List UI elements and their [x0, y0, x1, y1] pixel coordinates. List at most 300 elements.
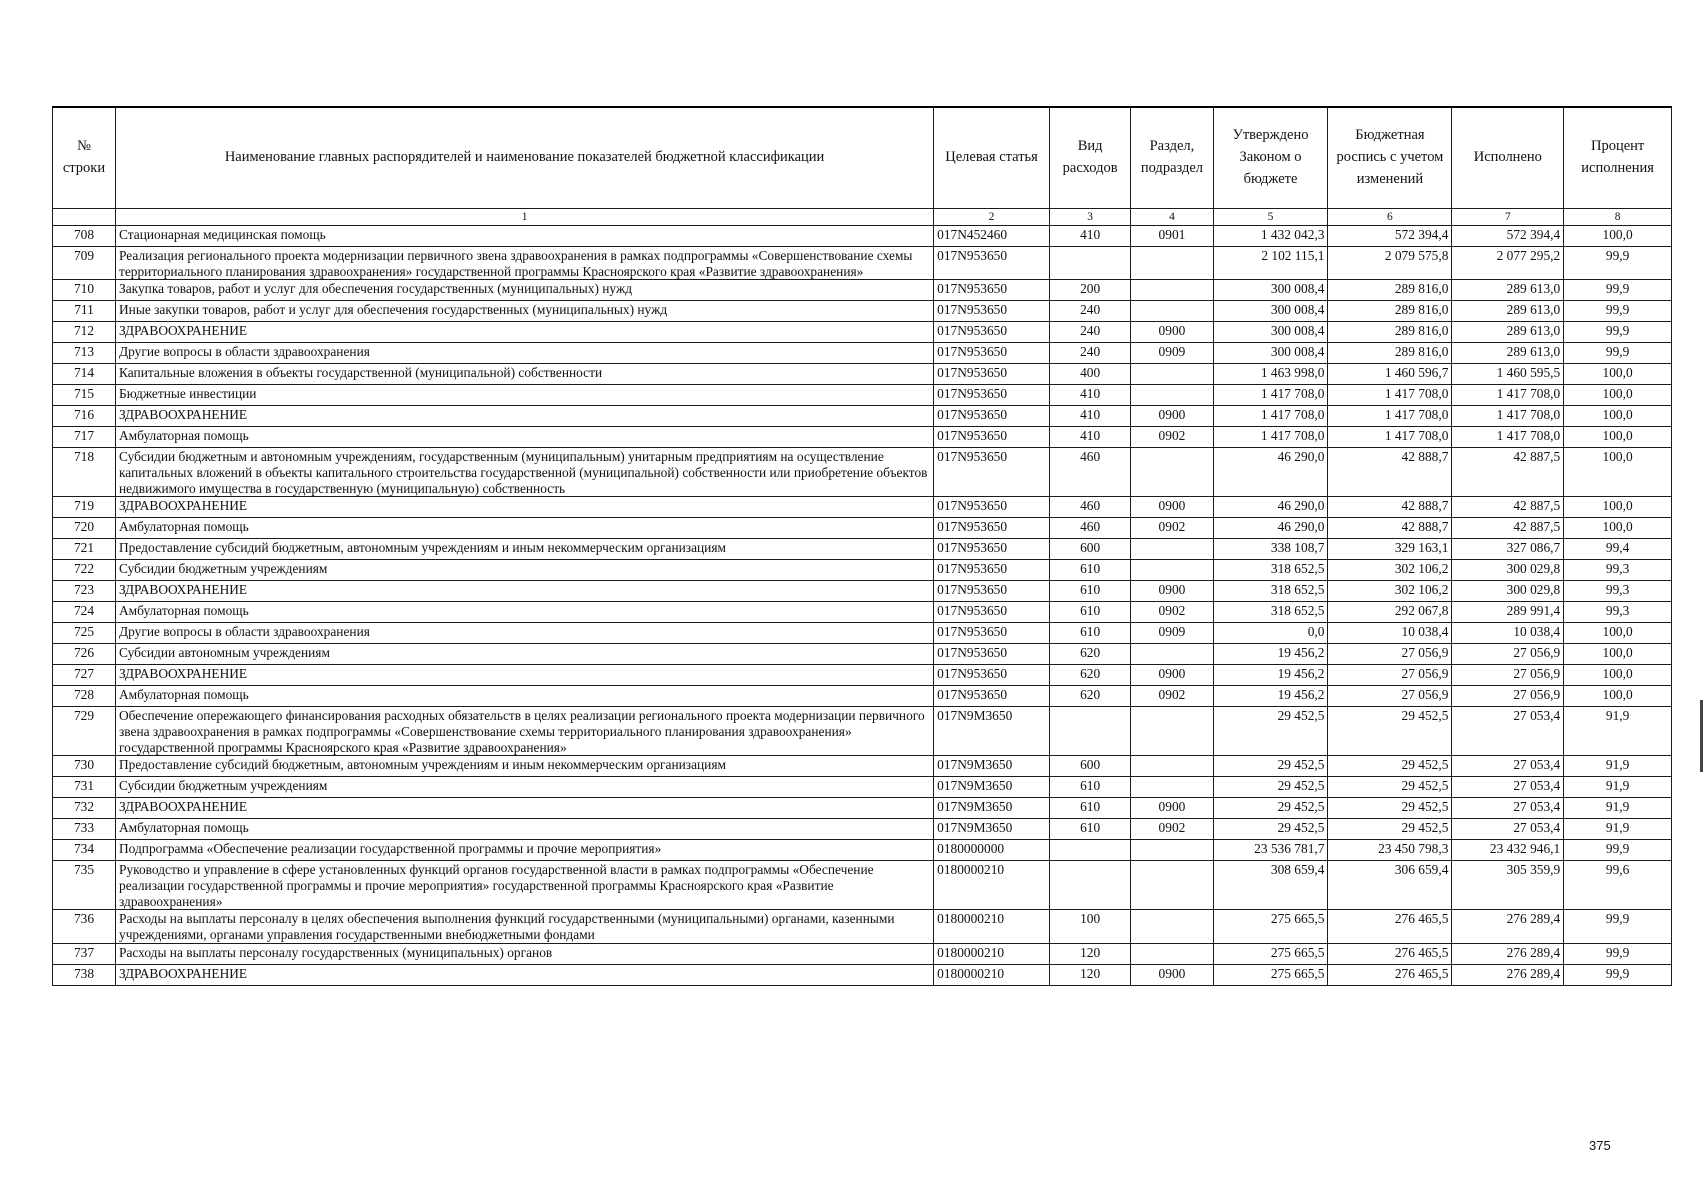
approved-amount: 29 452,5: [1213, 819, 1328, 840]
execution-percent: 99,9: [1564, 964, 1672, 985]
header-expense-type: Вид расходов: [1049, 107, 1130, 209]
execution-percent: 100,0: [1564, 364, 1672, 385]
budget-list-amount: 29 452,5: [1328, 798, 1452, 819]
approved-amount: 1 417 708,0: [1213, 427, 1328, 448]
indicator-name: Бюджетные инвестиции: [116, 385, 934, 406]
column-number: 6: [1328, 209, 1452, 226]
budget-list-amount: 292 067,8: [1328, 602, 1452, 623]
section-code: 0909: [1131, 623, 1213, 644]
indicator-name: Амбулаторная помощь: [116, 819, 934, 840]
table-row: [53, 427, 1672, 448]
row-number: 734: [53, 840, 116, 861]
budget-list-amount: 27 056,9: [1328, 665, 1452, 686]
table-row: [53, 665, 1672, 686]
indicator-name: ЗДРАВООХРАНЕНИЕ: [116, 581, 934, 602]
section-code: 0901: [1131, 226, 1213, 247]
header-row-number: № строки: [53, 107, 116, 209]
execution-percent: 99,9: [1564, 840, 1672, 861]
execution-percent: 100,0: [1564, 518, 1672, 539]
row-number: 732: [53, 798, 116, 819]
expense-type: 100: [1049, 910, 1130, 943]
row-number: 731: [53, 777, 116, 798]
section-code: [1131, 364, 1213, 385]
indicator-name: ЗДРАВООХРАНЕНИЕ: [116, 665, 934, 686]
indicator-name: Субсидии бюджетным учреждениям: [116, 560, 934, 581]
section-code: 0900: [1131, 581, 1213, 602]
column-number: 7: [1452, 209, 1564, 226]
indicator-name: Расходы на выплаты персоналу в целях обеспечения выполнения функций государственными (муниципальными) органами, казенными учреждениями, органами управления государственными внебюджетными фондами: [116, 910, 934, 943]
expense-type: 610: [1049, 819, 1130, 840]
approved-amount: 300 008,4: [1213, 343, 1328, 364]
execution-percent: 91,9: [1564, 798, 1672, 819]
section-code: [1131, 707, 1213, 756]
budget-list-amount: 302 106,2: [1328, 581, 1452, 602]
table-row: [53, 385, 1672, 406]
executed-amount: 300 029,8: [1452, 560, 1564, 581]
indicator-name: Другие вопросы в области здравоохранения: [116, 343, 934, 364]
executed-amount: 27 053,4: [1452, 819, 1564, 840]
page-number: 375: [1589, 1138, 1611, 1153]
expense-type: 410: [1049, 385, 1130, 406]
expense-type: 610: [1049, 602, 1130, 623]
indicator-name: Предоставление субсидий бюджетным, автономным учреждениям и иным некоммерческим организациям: [116, 539, 934, 560]
target-article: 017N953650: [934, 427, 1050, 448]
target-article: 017N953650: [934, 343, 1050, 364]
budget-list-amount: 23 450 798,3: [1328, 840, 1452, 861]
execution-percent: 100,0: [1564, 448, 1672, 497]
target-article: 017N953650: [934, 602, 1050, 623]
budget-list-amount: 1 417 708,0: [1328, 406, 1452, 427]
expense-type: [1049, 707, 1130, 756]
indicator-name: ЗДРАВООХРАНЕНИЕ: [116, 322, 934, 343]
header-budget-list: Бюджетная роспись с учетом изменений: [1328, 107, 1452, 209]
section-code: 0902: [1131, 518, 1213, 539]
section-code: 0909: [1131, 343, 1213, 364]
table-row: [53, 497, 1672, 518]
budget-list-amount: 2 079 575,8: [1328, 247, 1452, 280]
execution-percent: 100,0: [1564, 226, 1672, 247]
executed-amount: 327 086,7: [1452, 539, 1564, 560]
target-article: 017N953650: [934, 406, 1050, 427]
executed-amount: 10 038,4: [1452, 623, 1564, 644]
execution-percent: 100,0: [1564, 686, 1672, 707]
row-number: 714: [53, 364, 116, 385]
approved-amount: 338 108,7: [1213, 539, 1328, 560]
execution-percent: 99,3: [1564, 602, 1672, 623]
indicator-name: Закупка товаров, работ и услуг для обеспечения государственных (муниципальных) нужд: [116, 280, 934, 301]
section-code: [1131, 910, 1213, 943]
budget-list-amount: 1 417 708,0: [1328, 427, 1452, 448]
executed-amount: 276 289,4: [1452, 943, 1564, 964]
budget-list-amount: 276 465,5: [1328, 943, 1452, 964]
execution-percent: 99,3: [1564, 560, 1672, 581]
header-percent: Процент исполнения: [1564, 107, 1672, 209]
expense-type: 600: [1049, 539, 1130, 560]
execution-percent: 99,3: [1564, 581, 1672, 602]
table-row: [53, 964, 1672, 985]
expense-type: 460: [1049, 518, 1130, 539]
target-article: 017N9M3650: [934, 819, 1050, 840]
indicator-name: Капитальные вложения в объекты государственной (муниципальной) собственности: [116, 364, 934, 385]
row-number: 711: [53, 301, 116, 322]
table-row: [53, 518, 1672, 539]
indicator-name: ЗДРАВООХРАНЕНИЕ: [116, 406, 934, 427]
executed-amount: 289 991,4: [1452, 602, 1564, 623]
executed-amount: 42 887,5: [1452, 448, 1564, 497]
executed-amount: 572 394,4: [1452, 226, 1564, 247]
target-article: 017N953650: [934, 644, 1050, 665]
section-code: [1131, 448, 1213, 497]
execution-percent: 99,9: [1564, 280, 1672, 301]
budget-list-amount: 289 816,0: [1328, 280, 1452, 301]
indicator-name: Реализация регионального проекта модернизации первичного звена здравоохранения в рамках подпрограммы «Совершенствование схемы территориального планирования здравоохранения» государственной программы Красноярского края «Развитие здравоохранения»: [116, 247, 934, 280]
row-number: 712: [53, 322, 116, 343]
target-article: 0180000000: [934, 840, 1050, 861]
row-number: 733: [53, 819, 116, 840]
header-target-article: Целевая статья: [934, 107, 1050, 209]
table-row: [53, 686, 1672, 707]
execution-percent: 99,4: [1564, 539, 1672, 560]
expense-type: 460: [1049, 497, 1130, 518]
expense-type: 460: [1049, 448, 1130, 497]
target-article: 017N9M3650: [934, 798, 1050, 819]
target-article: 0180000210: [934, 861, 1050, 910]
budget-list-amount: 29 452,5: [1328, 756, 1452, 777]
section-code: 0900: [1131, 497, 1213, 518]
table-row: [53, 343, 1672, 364]
target-article: 017N452460: [934, 226, 1050, 247]
target-article: 017N953650: [934, 247, 1050, 280]
table-row: [53, 943, 1672, 964]
indicator-name: Расходы на выплаты персоналу государственных (муниципальных) органов: [116, 943, 934, 964]
executed-amount: 1 417 708,0: [1452, 385, 1564, 406]
table-row: [53, 798, 1672, 819]
execution-percent: 100,0: [1564, 427, 1672, 448]
table-row: [53, 581, 1672, 602]
executed-amount: 276 289,4: [1452, 910, 1564, 943]
budget-list-amount: 289 816,0: [1328, 343, 1452, 364]
approved-amount: 19 456,2: [1213, 665, 1328, 686]
target-article: 0180000210: [934, 910, 1050, 943]
section-code: [1131, 280, 1213, 301]
expense-type: 620: [1049, 644, 1130, 665]
table-row: [53, 777, 1672, 798]
budget-list-amount: 29 452,5: [1328, 819, 1452, 840]
executed-amount: 42 887,5: [1452, 497, 1564, 518]
table-row: [53, 539, 1672, 560]
row-number: 735: [53, 861, 116, 910]
table-row: [53, 819, 1672, 840]
execution-percent: 91,9: [1564, 819, 1672, 840]
expense-type: 610: [1049, 581, 1130, 602]
section-code: [1131, 539, 1213, 560]
section-code: 0900: [1131, 665, 1213, 686]
budget-list-amount: 276 465,5: [1328, 910, 1452, 943]
row-number: 709: [53, 247, 116, 280]
budget-list-amount: 42 888,7: [1328, 448, 1452, 497]
row-number: 725: [53, 623, 116, 644]
indicator-name: ЗДРАВООХРАНЕНИЕ: [116, 497, 934, 518]
section-code: [1131, 943, 1213, 964]
indicator-name: ЗДРАВООХРАНЕНИЕ: [116, 964, 934, 985]
execution-percent: 91,9: [1564, 777, 1672, 798]
header-section: Раздел, подраздел: [1131, 107, 1213, 209]
approved-amount: 318 652,5: [1213, 602, 1328, 623]
table-row: [53, 226, 1672, 247]
executed-amount: 300 029,8: [1452, 581, 1564, 602]
target-article: 017N953650: [934, 665, 1050, 686]
row-number: 716: [53, 406, 116, 427]
target-article: 0180000210: [934, 943, 1050, 964]
approved-amount: 1 432 042,3: [1213, 226, 1328, 247]
budget-list-amount: 27 056,9: [1328, 644, 1452, 665]
executed-amount: 1 417 708,0: [1452, 427, 1564, 448]
budget-list-amount: 289 816,0: [1328, 301, 1452, 322]
execution-percent: 100,0: [1564, 385, 1672, 406]
approved-amount: 46 290,0: [1213, 448, 1328, 497]
row-number: 721: [53, 539, 116, 560]
target-article: 0180000210: [934, 964, 1050, 985]
section-code: [1131, 385, 1213, 406]
target-article: 017N953650: [934, 560, 1050, 581]
budget-list-amount: 572 394,4: [1328, 226, 1452, 247]
indicator-name: Руководство и управление в сфере установленных функций органов государственной власти в рамках подпрограммы «Обеспечение реализации государственной программы и прочие мероприятия» государственной программы Красноярского края «Развитие здравоохранения»: [116, 861, 934, 910]
approved-amount: 46 290,0: [1213, 497, 1328, 518]
row-number: 738: [53, 964, 116, 985]
expense-type: [1049, 861, 1130, 910]
budget-execution-table: [52, 106, 1672, 986]
expense-type: 240: [1049, 343, 1130, 364]
budget-list-amount: 10 038,4: [1328, 623, 1452, 644]
approved-amount: 275 665,5: [1213, 910, 1328, 943]
indicator-name: Амбулаторная помощь: [116, 518, 934, 539]
approved-amount: 300 008,4: [1213, 301, 1328, 322]
indicator-name: Обеспечение опережающего финансирования расходных обязательств в целях реализации регионального проекта модернизации первичного звена здравоохранения в рамках подпрограммы «Совершенствование схемы территориального планирования здравоохранения» государственной программы Красноярского края «Развитие здравоохранения»: [116, 707, 934, 756]
execution-percent: 100,0: [1564, 406, 1672, 427]
expense-type: [1049, 247, 1130, 280]
section-code: 0902: [1131, 686, 1213, 707]
target-article: 017N953650: [934, 581, 1050, 602]
target-article: 017N9M3650: [934, 756, 1050, 777]
indicator-name: Амбулаторная помощь: [116, 602, 934, 623]
row-number: 730: [53, 756, 116, 777]
indicator-name: Предоставление субсидий бюджетным, автономным учреждениям и иным некоммерческим организациям: [116, 756, 934, 777]
budget-list-amount: 29 452,5: [1328, 777, 1452, 798]
table-row: [53, 448, 1672, 497]
executed-amount: 27 053,4: [1452, 798, 1564, 819]
approved-amount: 29 452,5: [1213, 798, 1328, 819]
column-number-row: [53, 209, 1672, 226]
table-row: [53, 602, 1672, 623]
table-row: [53, 707, 1672, 756]
approved-amount: 29 452,5: [1213, 777, 1328, 798]
expense-type: 620: [1049, 686, 1130, 707]
row-number: 719: [53, 497, 116, 518]
expense-type: 620: [1049, 665, 1130, 686]
target-article: 017N953650: [934, 301, 1050, 322]
header-approved: Утверждено Законом о бюджете: [1213, 107, 1328, 209]
row-number: 727: [53, 665, 116, 686]
approved-amount: 2 102 115,1: [1213, 247, 1328, 280]
target-article: 017N953650: [934, 497, 1050, 518]
target-article: 017N953650: [934, 364, 1050, 385]
row-number: 720: [53, 518, 116, 539]
indicator-name: ЗДРАВООХРАНЕНИЕ: [116, 798, 934, 819]
execution-percent: 99,9: [1564, 943, 1672, 964]
approved-amount: 19 456,2: [1213, 686, 1328, 707]
execution-percent: 100,0: [1564, 623, 1672, 644]
executed-amount: 23 432 946,1: [1452, 840, 1564, 861]
executed-amount: 27 053,4: [1452, 777, 1564, 798]
expense-type: 240: [1049, 301, 1130, 322]
approved-amount: 1 463 998,0: [1213, 364, 1328, 385]
execution-percent: 99,9: [1564, 343, 1672, 364]
column-number: 3: [1049, 209, 1130, 226]
section-code: [1131, 560, 1213, 581]
indicator-name: Иные закупки товаров, работ и услуг для обеспечения государственных (муниципальных) нужд: [116, 301, 934, 322]
column-number: 5: [1213, 209, 1328, 226]
table-row: [53, 280, 1672, 301]
budget-list-amount: 289 816,0: [1328, 322, 1452, 343]
expense-type: 200: [1049, 280, 1130, 301]
expense-type: 410: [1049, 226, 1130, 247]
expense-type: 240: [1049, 322, 1130, 343]
section-code: 0900: [1131, 322, 1213, 343]
table-row: [53, 322, 1672, 343]
approved-amount: 29 452,5: [1213, 707, 1328, 756]
section-code: [1131, 247, 1213, 280]
target-article: 017N953650: [934, 448, 1050, 497]
row-number: 737: [53, 943, 116, 964]
row-number: 713: [53, 343, 116, 364]
section-code: 0900: [1131, 964, 1213, 985]
target-article: 017N953650: [934, 686, 1050, 707]
approved-amount: 1 417 708,0: [1213, 406, 1328, 427]
section-code: 0902: [1131, 602, 1213, 623]
approved-amount: 318 652,5: [1213, 560, 1328, 581]
expense-type: 610: [1049, 623, 1130, 644]
approved-amount: 275 665,5: [1213, 964, 1328, 985]
table-row: [53, 756, 1672, 777]
table-row: [53, 623, 1672, 644]
execution-percent: 100,0: [1564, 665, 1672, 686]
execution-percent: 99,9: [1564, 247, 1672, 280]
approved-amount: 0,0: [1213, 623, 1328, 644]
column-number: 2: [934, 209, 1050, 226]
target-article: 017N953650: [934, 385, 1050, 406]
row-number: 722: [53, 560, 116, 581]
executed-amount: 289 613,0: [1452, 322, 1564, 343]
approved-amount: 23 536 781,7: [1213, 840, 1328, 861]
target-article: 017N9M3650: [934, 707, 1050, 756]
row-number: 728: [53, 686, 116, 707]
header-indicator-name: Наименование главных распорядителей и наименование показателей бюджетной классификации: [116, 107, 934, 209]
indicator-name: Субсидии автономным учреждениям: [116, 644, 934, 665]
target-article: 017N953650: [934, 518, 1050, 539]
column-number: 1: [116, 209, 934, 226]
target-article: 017N9M3650: [934, 777, 1050, 798]
target-article: 017N953650: [934, 539, 1050, 560]
execution-percent: 99,9: [1564, 301, 1672, 322]
expense-type: 120: [1049, 964, 1130, 985]
expense-type: 610: [1049, 560, 1130, 581]
executed-amount: 27 056,9: [1452, 686, 1564, 707]
executed-amount: 27 053,4: [1452, 756, 1564, 777]
column-number: 8: [1564, 209, 1672, 226]
target-article: 017N953650: [934, 623, 1050, 644]
section-code: 0902: [1131, 819, 1213, 840]
approved-amount: 308 659,4: [1213, 861, 1328, 910]
executed-amount: 289 613,0: [1452, 301, 1564, 322]
row-number: 726: [53, 644, 116, 665]
expense-type: 410: [1049, 406, 1130, 427]
budget-list-amount: 42 888,7: [1328, 518, 1452, 539]
execution-percent: 100,0: [1564, 644, 1672, 665]
approved-amount: 300 008,4: [1213, 280, 1328, 301]
indicator-name: Амбулаторная помощь: [116, 427, 934, 448]
header-executed: Исполнено: [1452, 107, 1564, 209]
execution-percent: 91,9: [1564, 756, 1672, 777]
approved-amount: 300 008,4: [1213, 322, 1328, 343]
budget-list-amount: 1 460 596,7: [1328, 364, 1452, 385]
budget-list-amount: 276 465,5: [1328, 964, 1452, 985]
row-number: 718: [53, 448, 116, 497]
indicator-name: Другие вопросы в области здравоохранения: [116, 623, 934, 644]
table-row: [53, 560, 1672, 581]
budget-list-amount: 329 163,1: [1328, 539, 1452, 560]
budget-list-amount: 27 056,9: [1328, 686, 1452, 707]
execution-percent: 91,9: [1564, 707, 1672, 756]
section-code: [1131, 861, 1213, 910]
indicator-name: Субсидии бюджетным и автономным учреждениям, государственным (муниципальным) унитарным предприятиям на осуществление капитальных вложений в объекты капитального строительства государственной (муниципальной) собственности или приобретение объектов недвижимого имущества в государственную (муниципальную) собственность: [116, 448, 934, 497]
executed-amount: 289 613,0: [1452, 343, 1564, 364]
scan-edge-mark: [1700, 700, 1703, 772]
table-row: [53, 301, 1672, 322]
approved-amount: 46 290,0: [1213, 518, 1328, 539]
table-row: [53, 861, 1672, 910]
table-header: [53, 107, 1672, 226]
expense-type: 600: [1049, 756, 1130, 777]
executed-amount: 1 417 708,0: [1452, 406, 1564, 427]
row-number: 717: [53, 427, 116, 448]
budget-list-amount: 42 888,7: [1328, 497, 1452, 518]
table-row: [53, 910, 1672, 943]
execution-percent: 99,9: [1564, 910, 1672, 943]
budget-list-amount: 306 659,4: [1328, 861, 1452, 910]
section-code: 0900: [1131, 798, 1213, 819]
section-code: [1131, 756, 1213, 777]
target-article: 017N953650: [934, 322, 1050, 343]
execution-percent: 99,6: [1564, 861, 1672, 910]
table-row: [53, 840, 1672, 861]
expense-type: 610: [1049, 777, 1130, 798]
target-article: 017N953650: [934, 280, 1050, 301]
row-number: 736: [53, 910, 116, 943]
section-code: 0902: [1131, 427, 1213, 448]
table-body: [53, 226, 1672, 986]
budget-list-amount: 29 452,5: [1328, 707, 1452, 756]
table-row: [53, 406, 1672, 427]
column-number: [53, 209, 116, 226]
expense-type: 610: [1049, 798, 1130, 819]
approved-amount: 318 652,5: [1213, 581, 1328, 602]
indicator-name: Подпрограмма «Обеспечение реализации государственной программы и прочие мероприятия»: [116, 840, 934, 861]
indicator-name: Амбулаторная помощь: [116, 686, 934, 707]
executed-amount: 27 056,9: [1452, 665, 1564, 686]
expense-type: 410: [1049, 427, 1130, 448]
section-code: [1131, 777, 1213, 798]
approved-amount: 275 665,5: [1213, 943, 1328, 964]
